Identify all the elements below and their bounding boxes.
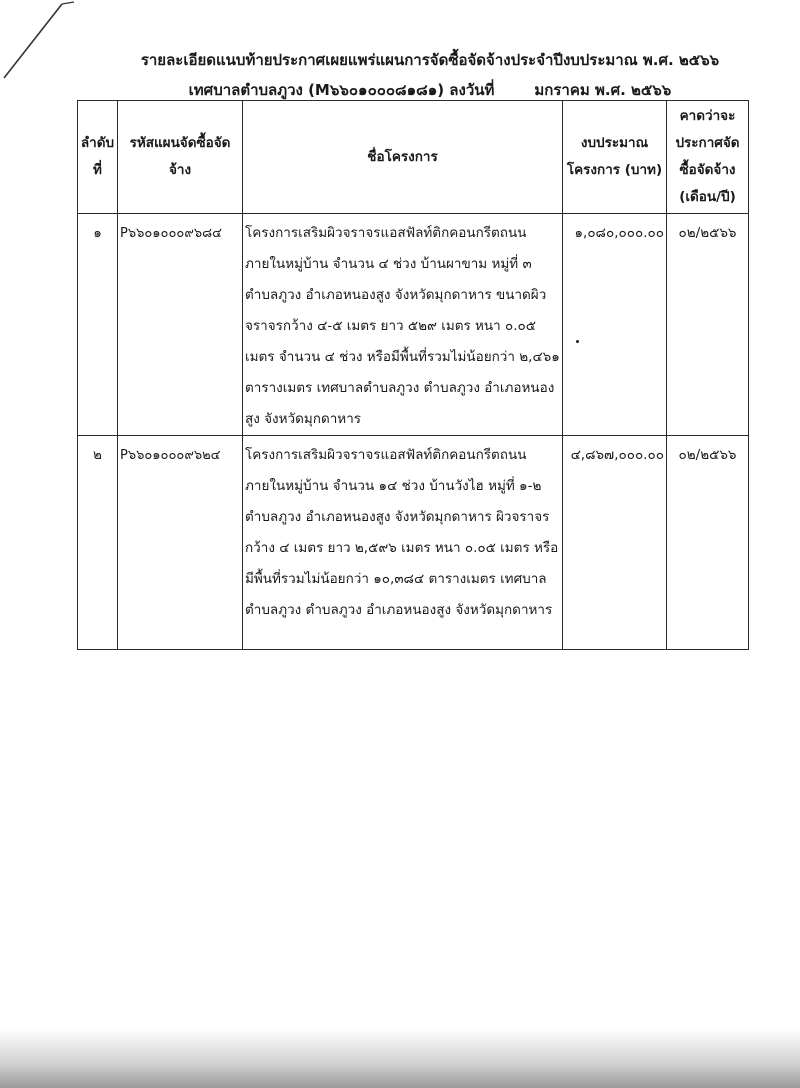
document-title: รายละเอียดแนบท้ายประกาศเผยแพร่แผนการจัดซื้อจัดจ้างประจำปีงบประมาณ พ.ศ. ๒๕๖๖ [140, 51, 720, 69]
row-announce-month: ๐๒/๒๕๖๖ [667, 436, 749, 650]
row-plan-code: P๖๖๐๑๐๐๐๙๖๘๔ [118, 214, 243, 436]
table-row [78, 214, 749, 436]
row-seq: ๒ [78, 436, 118, 650]
scan-edge-mark [0, 0, 90, 90]
header-budget: งบประมาณโครงการ (บาท) [563, 101, 667, 214]
subtitle-organization: เทศบาลตำบลภูวง (M๖๖๐๑๐๐๐๘๑๘๑) ลงวันที่ [188, 81, 495, 99]
document-subtitle [60, 78, 800, 102]
header-project-name: ชื่อโครงการ [243, 101, 563, 214]
row-project-name: โครงการเสริมผิวจราจรแอสฟัลท์ติกคอนกรีตถนนภายในหมู่บ้าน จำนวน ๔ ช่วง บ้านผาขาม หมู่ที่ ๓ ตำบลภูวง อำเภอหนองสูง จังหวัดมุกดาหาร ขนาดผิวจราจรกว้าง ๔-๕ เมตร ยาว ๕๒๙ เมตร หนา ๐.๐๕ เมตร จำนวน ๔ ช่วง หรือมีพื้นที่รวมไม่น้อยกว่า ๒,๔๖๑ ตารางเมตร เทศบาลตำบลภูวง ตำบลภูวง อำเภอหนองสูง จังหวัดมุกดาหาร [243, 214, 563, 436]
table-row [78, 436, 749, 650]
header-plan-code: รหัสแผนจัดซื้อจัดจ้าง [118, 101, 243, 214]
row-budget: ๔,๘๖๗,๐๐๐.๐๐ [563, 436, 667, 650]
row-announce-month: ๐๒/๒๕๖๖ [667, 214, 749, 436]
procurement-plan-table [77, 100, 749, 650]
row-seq: ๑ [78, 214, 118, 436]
row-budget: ๑,๐๘๐,๐๐๐.๐๐ [563, 214, 667, 436]
subtitle-date: มกราคม พ.ศ. ๒๕๖๖ [534, 81, 672, 99]
row-plan-code: P๖๖๐๑๐๐๐๙๖๒๔ [118, 436, 243, 650]
row-project-name: โครงการเสริมผิวจราจรแอสฟัลท์ติกคอนกรีตถนนภายในหมู่บ้าน จำนวน ๑๔ ช่วง บ้านวังไฮ หมู่ที่ ๑-๒ ตำบลภูวง อำเภอหนองสูง จังหวัดมุกดาหาร ผิวจราจรกว้าง ๔ เมตร ยาว ๒,๕๙๖ เมตร หนา ๐.๐๕ เมตร หรือมีพื้นที่รวมไม่น้อยกว่า ๑๐,๓๘๔ ตารางเมตร เทศบาลตำบลภูวง ตำบลภูวง อำเภอหนองสูง จังหวัดมุกดาหาร [243, 436, 563, 650]
scan-shadow [0, 1028, 800, 1088]
stray-ink-dot [576, 340, 579, 343]
header-announce-month: คาดว่าจะประกาศจัดซื้อจัดจ้าง (เดือน/ปี) [667, 101, 749, 214]
header-seq: ลำดับที่ [78, 101, 118, 214]
table-header-row [78, 101, 749, 214]
